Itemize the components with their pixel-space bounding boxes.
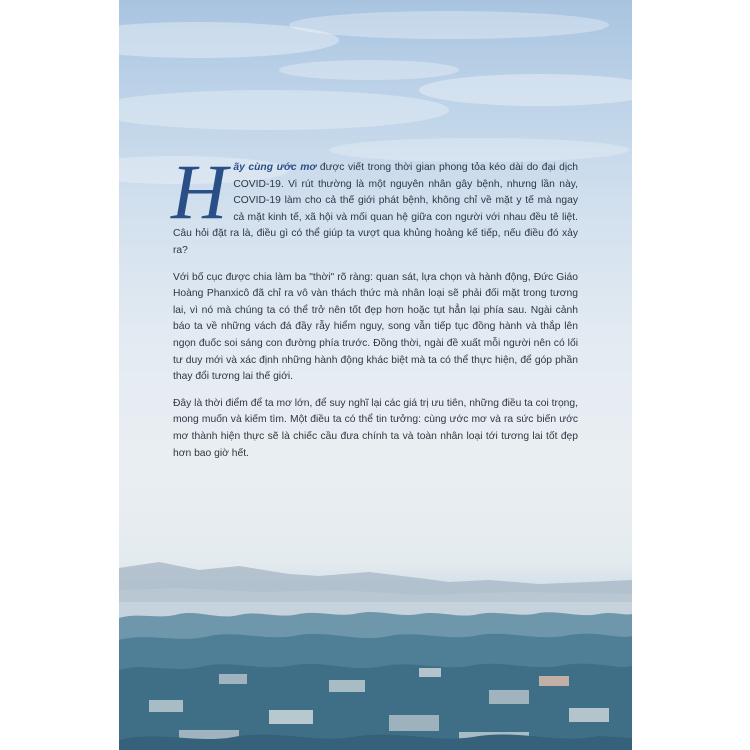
drop-cap-letter: H <box>171 148 228 235</box>
book-title-lead-in: ãy cùng ước mơ <box>233 162 317 173</box>
intro-paragraph-text: được viết trong thời gian phong tỏa kéo dài do đại dịch COVID-19. Vi rút thường là một nguyên nhân gây bệnh, nhưng lần này, COVID-19 làm cho cả thế giới phát bệnh, không chỉ về mặt y tế mà ngay cả mặt kinh tế, xã hội và mối quan hệ giữa con người với nhau đều tê liệt. Câu hỏi đặt ra là, điều gì có thể giúp ta vượt qua khủng hoảng kế tiếp, nếu điều đó xảy ra? <box>173 162 578 256</box>
book-back-cover <box>119 0 632 750</box>
body-paragraph-2: Đây là thời điểm để ta mơ lớn, để suy nghĩ lại các giá trị ưu tiên, những điều ta coi trọng, mong muốn và kiếm tìm. Một điều ta có thể tin tưởng: cùng ước mơ và ra sức biến ước mơ thành hiện thực sẽ là chiếc cầu đưa chính ta và toàn nhân loại tới tương lai tốt đẹp hơn bao giờ hết. <box>173 397 578 459</box>
back-cover-text <box>171 148 578 472</box>
cityscape-mountains-illustration <box>119 540 632 750</box>
body-paragraph-1: Với bố cục được chia làm ba "thời" rõ ràng: quan sát, lựa chọn và hành động, Đức Giáo Hoàng Phanxicô đã chỉ ra vô vàn thách thức mà nhân loại sẽ phải đối mặt trong tương lai, vì nó mà chúng ta có thể trở nên tốt đẹp hơn hoặc tụt hẳn lại phía sau. Ngài cảnh báo ta về những vách đá đầy rẫy hiểm nguy, song vẫn tiếp tục đồng hành và thắp lên ngọn đuốc soi sáng con đường phía trước. Đồng thời, ngài đề xuất mỗi người nên có lối tư duy mới và xác định những hành động khác biệt mà ta có thể thực hiện, để góp phần thay đổi tương lai thế giới. <box>173 271 578 383</box>
intro-paragraph <box>171 148 578 260</box>
